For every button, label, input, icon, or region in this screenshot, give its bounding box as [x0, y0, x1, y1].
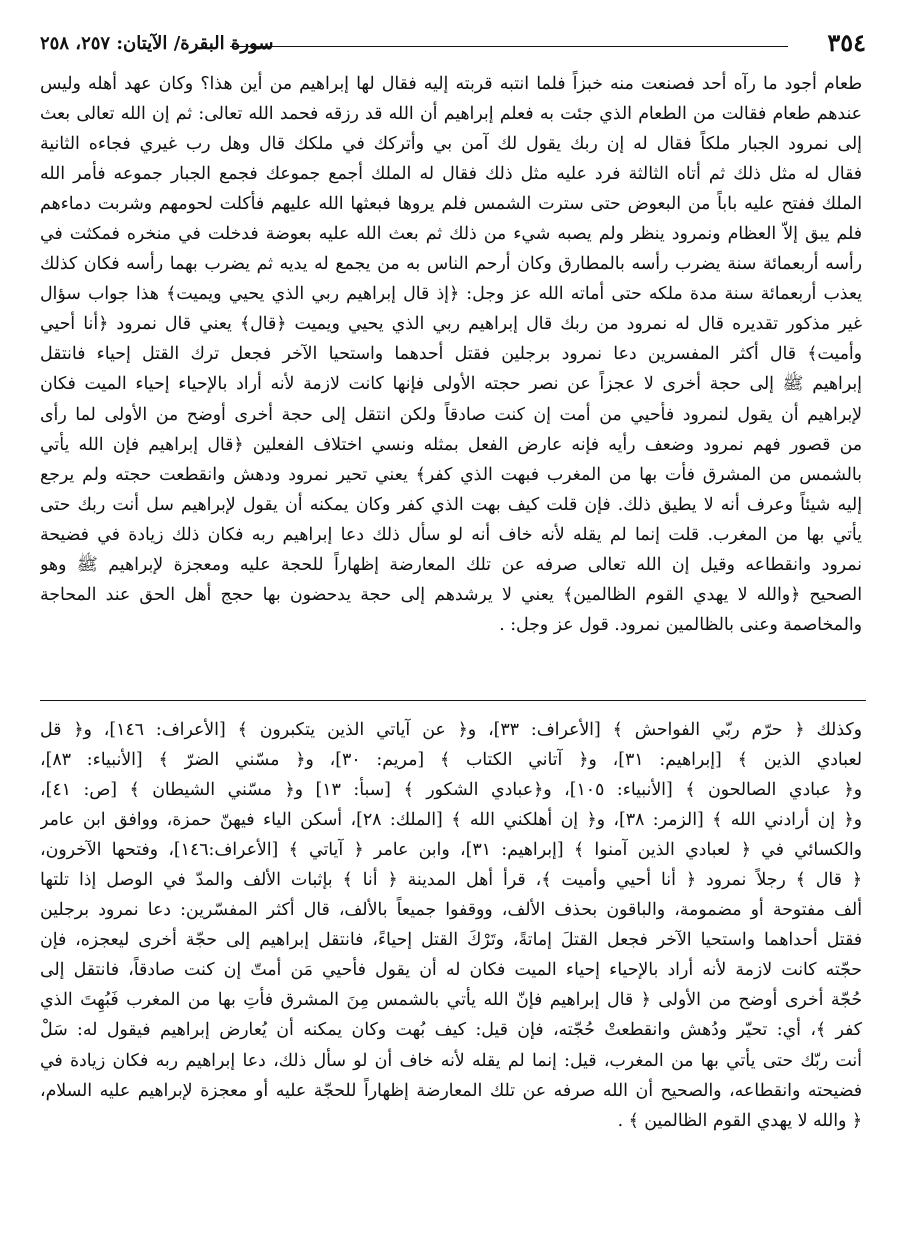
commentary-line: الملك ففتح عليه باباً من البعوض حتى سترت الشمس فلم يروها فبعثها الله عليهم فأكلت لحومهم وشربت دماءهم [40, 194, 862, 215]
page-number: ٣٥٤ [827, 28, 866, 57]
footnote-line: ﴿ قال ﴾ رجلاً نمرود ﴿ أنا أحيي وأميت ﴾، قرأ أهل المدينة ﴿ أنا ﴾ بإثبات الألف والمدّ في الوصل إذا تلتها [40, 870, 862, 891]
footnote-line: لعبادي الذين ﴾ [إبراهيم: ٣١]، و﴿ آتاني الكتاب ﴾ [مريم: ٣٠]، و﴿ مسّني الضرّ ﴾ [الأنبياء: ٨٣]، [40, 750, 862, 771]
commentary-line: عندهم طعام فقالت من الطعام الذي جئت به فعلم إبراهيم أن الله قد رزقه فحمد الله تعالى: ثم إن الله تعالى بعث [40, 104, 862, 125]
commentary-line: لإبراهيم أن يقول لنمرود فأحيي من أمت إن كنت صادقاً ولكن انتقل إلى حجة أخرى أوضح من الأولى لما رأى [40, 404, 862, 425]
commentary-line: يأتي بها من المغرب. قلت إنما لم يقله لأنه خاف أنه لو سأل ذلك دعا إبراهيم ربه فكان ذلك زيادة في فضيحة [40, 524, 862, 545]
commentary-line: من قصور فهم نمرود وضعف رأيه فإنه عارض الفعل بمثله ونسي اختلاف الفعلين ﴿قال إبراهيم فإن الله يأتي [40, 434, 862, 455]
footnote-line: وكذلك ﴿ حرّم ربّي الفواحش ﴾ [الأعراف: ٣٣]، و﴿ عن آياتي الذين يتكبرون ﴾ [الأعراف: ١٤٦]، و﴿ قل [40, 720, 862, 740]
running-title: سورة البقرة/ الآيتان: ٢٥٧، ٢٥٨ [40, 33, 274, 54]
footnote-line: و﴿ إن أرادني الله ﴾ [الزمر: ٣٨]، و﴿ إن أهلكني الله ﴾ [الملك: ٢٨]، أسكن الياء فيهنّ حمزة، ووافق ابن عامر [40, 810, 862, 831]
footnote-line: فقتل أحداهما واستحيا الآخر فجعل القتلَ إماتةً، وتَرْكَ القتل إحياءً، فانتقل إبراهيم إلى حجّة أخرى ليعجزه، فإن [40, 930, 862, 951]
footnote-line: حُجّة أخرى أوضح من الأولى ﴿ قال إبراهيم فإنّ الله يأتي بالشمس مِنَ المشرق فأتِ بها من المغرب فَبُهِتَ الذي [40, 990, 862, 1011]
commentary-line: الصحيح ﴿والله لا يهدي القوم الظالمين﴾ يعني لا يرشدهم إلى حجة يدحضون بها حجج أهل الحق عند المحاجة [40, 584, 862, 605]
commentary-line: يعذب أربعمائة سنة مدة ملكه حتى أماته الله عز وجل: ﴿إذ قال إبراهيم ربي الذي يحيي ويميت﴾ هذا جواب سؤال [40, 284, 862, 305]
footnote-line: ألف مفتوحة أو مضمومة، والباقون بحذف الألف، ووقفوا جميعاً بالألف، قال أكثر المفسّرين: دعا نمرود برجلين [40, 900, 862, 921]
commentary-line: فقال له مثل ذلك ثم أتاه الثالثة فرد عليه مثل ذلك فقال له الملك أجمع جموعك فجمع الجبار جموعه فأمر الله [40, 164, 862, 185]
footnote-line: و﴿ عبادي الصالحون ﴾ [الأنبياء: ١٠٥]، و﴿عبادي الشكور ﴾ [سبأ: ١٣] و﴿ مسّني الشيطان ﴾ [ص: ٤١]، [40, 780, 862, 801]
footnote-line: كفر ﴾، أي: تحيّر ودُهش وانقطعتْ حُجّته، فإن قيل: كيف بُهت وكان يمكنه أن يُعارض إبراهيم فيقول له: سَلْ [40, 1020, 862, 1041]
page-header [40, 26, 866, 60]
commentary-line: غير مذكور تقديره قال له نمرود من ربك قال إبراهيم ربي الذي يحيي ويميت ﴿قال﴾ يعني قال نمرود ﴿أنا أحيي [40, 314, 862, 335]
commentary-line: بالشمس من المشرق فأت بها من المغرب فبهت الذي كفر﴾ يعني تحير نمرود ودهش وانقطعت حجته ولم يرجع [40, 464, 862, 485]
commentary-line: إلى نمرود الجبار ملكاً فقال له إن ربك يقول لك آمن بي وأتركك في ملكك قال وهل رب غيري فجاءه الثانية [40, 134, 862, 155]
footnote-line: والكسائي في ﴿ لعبادي الذين آمنوا ﴾ [إبراهيم: ٣١]، وابن عامر ﴿ آياتي ﴾ [الأعراف:١٤٦]، وفتحها الآخرون، [40, 840, 862, 861]
commentary-line: فلم يبق إلاّ العظام ونمرود ينظر ولم يصبه شيء من ذلك ثم بعث الله عليه بعوضة فدخلت في منخره فمكثت في [40, 224, 862, 245]
footnote-line: أنت ربّك حتى يأتي بها من المغرب، قيل: إنما لم يقله لأنه خاف أن لو سأل ذلك، دعا إبراهيم ربه فكان زيادة في [40, 1050, 862, 1071]
commentary-line: طعام أجود ما رآه أحد فصنعت منه خبزاً فلما انتبه قربته إليه فقال لها إبراهيم من أين هذا؟ وكان عهد أهله وليس [40, 74, 862, 94]
commentary-text [40, 69, 862, 640]
commentary-line: رأسه أربعمائة سنة يضرب رأسه بالمطارق وكان أرحم الناس به من يجمع له يديه ثم يضرب بهما رأسه فكان كذلك [40, 254, 862, 275]
footnote-line: حجّته كانت لازمة لأنه أراد بالإحياء إحياء الميت فكان له أن يقول فأحيي مَن أمتّ إن كنت صادقاً، فانتقل إلى [40, 960, 862, 981]
commentary-line: إبراهيم ﷺ إلى حجة أخرى لا عجزاً عن نصر حجته الأولى فإنها كانت لازمة لأنه أراد بالإحياء إحياء الميت فكان [40, 374, 862, 395]
commentary-line: إليه شيئاً وعرف أنه لا يطيق ذلك. فإن قلت كيف بهت الذي كفر وكان يمكنه أن يقول لإبراهيم سل أنت ربك حتى [40, 494, 862, 515]
commentary-line: نمرود وانقطاعه وقيل إن الله تعالى صرفه عن تلك المعارضة إظهاراً للحجة عليه ومعجزة لإبراهيم ﷺ وهو [40, 554, 862, 575]
footnote-line: فضيحته وانقطاعه، والصحيح أن الله صرفه عن تلك المعارضة إظهاراً للحجّة عليه أو معجزة لإبراهيم عليه السلام، [40, 1080, 862, 1101]
commentary-line: والمخاصمة وعنى بالظالمين نمرود. قول عز وجل: . [499, 614, 862, 635]
footnote-separator [40, 700, 866, 701]
footnote-text [40, 715, 862, 1136]
header-rule [230, 46, 788, 47]
footnote-line: ﴿ والله لا يهدي القوم الظالمين ﴾ . [617, 1110, 862, 1131]
commentary-line: وأميت﴾ قال أكثر المفسرين دعا نمرود برجلين فقتل أحدهما واستحيا الآخر فجعل ترك القتل إحياء فانتقل [40, 344, 862, 365]
